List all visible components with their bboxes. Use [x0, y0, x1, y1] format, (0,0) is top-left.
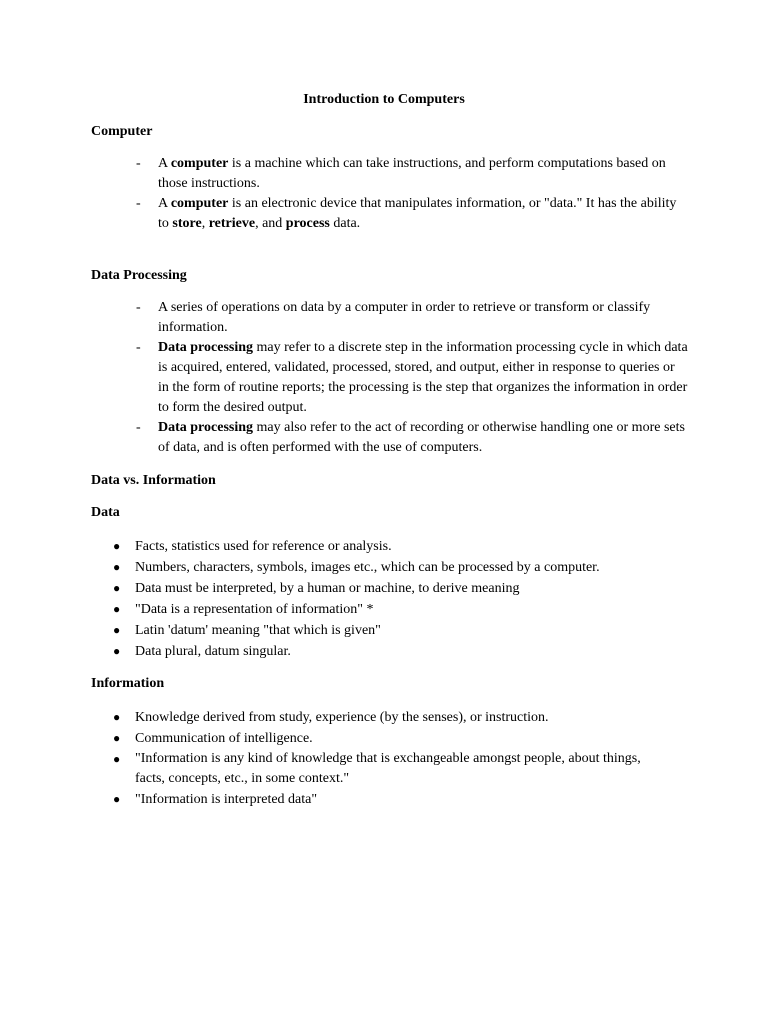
list-item: ● Latin 'datum' meaning "that which is given": [0, 620, 655, 641]
list-item: ● "Data is a representation of information" *: [0, 599, 655, 620]
data-list: [0, 536, 655, 662]
bullet-icon: ●: [113, 581, 121, 595]
list-item: - A series of operations on data by a computer in order to retrieve or transform or classify information.: [136, 300, 651, 335]
dash-marker: -: [136, 340, 141, 355]
bullet-icon: ●: [113, 710, 121, 724]
information-list: [0, 707, 655, 810]
dash-marker: -: [136, 300, 141, 315]
list-item: ● Data must be interpreted, by a human or machine, to derive meaning: [0, 578, 655, 599]
list-item: ● Knowledge derived from study, experience (by the senses), or instruction.: [0, 707, 655, 728]
heading-data-processing: Data Processing: [91, 268, 187, 283]
page-title: Introduction to Computers: [303, 92, 465, 107]
list-item: - A computer is a machine which can take instructions, and perform computations based on those instructions.: [136, 156, 666, 191]
heading-computer: Computer: [91, 124, 153, 139]
heading-information: Information: [91, 676, 165, 691]
list-item: ● "Information is any kind of knowledge that is exchangeable amongst people, about things, facts, concepts, etc., in some context.": [113, 751, 641, 786]
bullet-icon: ●: [113, 602, 121, 616]
bullet-icon: ●: [113, 539, 121, 553]
heading-data-vs-information: Data vs. Information: [91, 473, 216, 488]
bullet-icon: ●: [113, 644, 121, 658]
dash-marker: -: [136, 420, 141, 435]
list-item: ● "Information is interpreted data": [0, 789, 655, 810]
list-item: - Data processing may refer to a discrete step in the information processing cycle in which data is acquired, entered, validated, processed, stored, and output, either in response to queries or in the form of routine reports; the processing is the step that organizes the information in order to form the desired output.: [136, 340, 688, 415]
list-item: - A computer is an electronic device that manipulates information, or "data." It has the ability to store, retrieve, and process data.: [136, 196, 677, 231]
dash-marker: -: [136, 156, 141, 171]
bullet-icon: ●: [113, 731, 121, 745]
bullet-icon: ●: [113, 792, 121, 806]
list-item: - Data processing may also refer to the act of recording or otherwise handling one or more sets of data, and is often performed with the use of computers.: [136, 420, 685, 455]
list-item: ● Facts, statistics used for reference or analysis.: [0, 536, 655, 557]
dash-marker: -: [136, 196, 141, 211]
computer-list: [0, 154, 688, 234]
bullet-icon: ●: [113, 623, 121, 637]
list-item: ● Communication of intelligence.: [0, 728, 655, 749]
heading-data: Data: [91, 505, 120, 520]
list-item: ● Data plural, datum singular.: [0, 641, 655, 662]
bullet-icon: ●: [113, 560, 121, 574]
bullet-icon: ●: [113, 752, 121, 766]
data-processing-list: [0, 298, 688, 458]
list-item: ● Numbers, characters, symbols, images etc., which can be processed by a computer.: [0, 557, 655, 578]
